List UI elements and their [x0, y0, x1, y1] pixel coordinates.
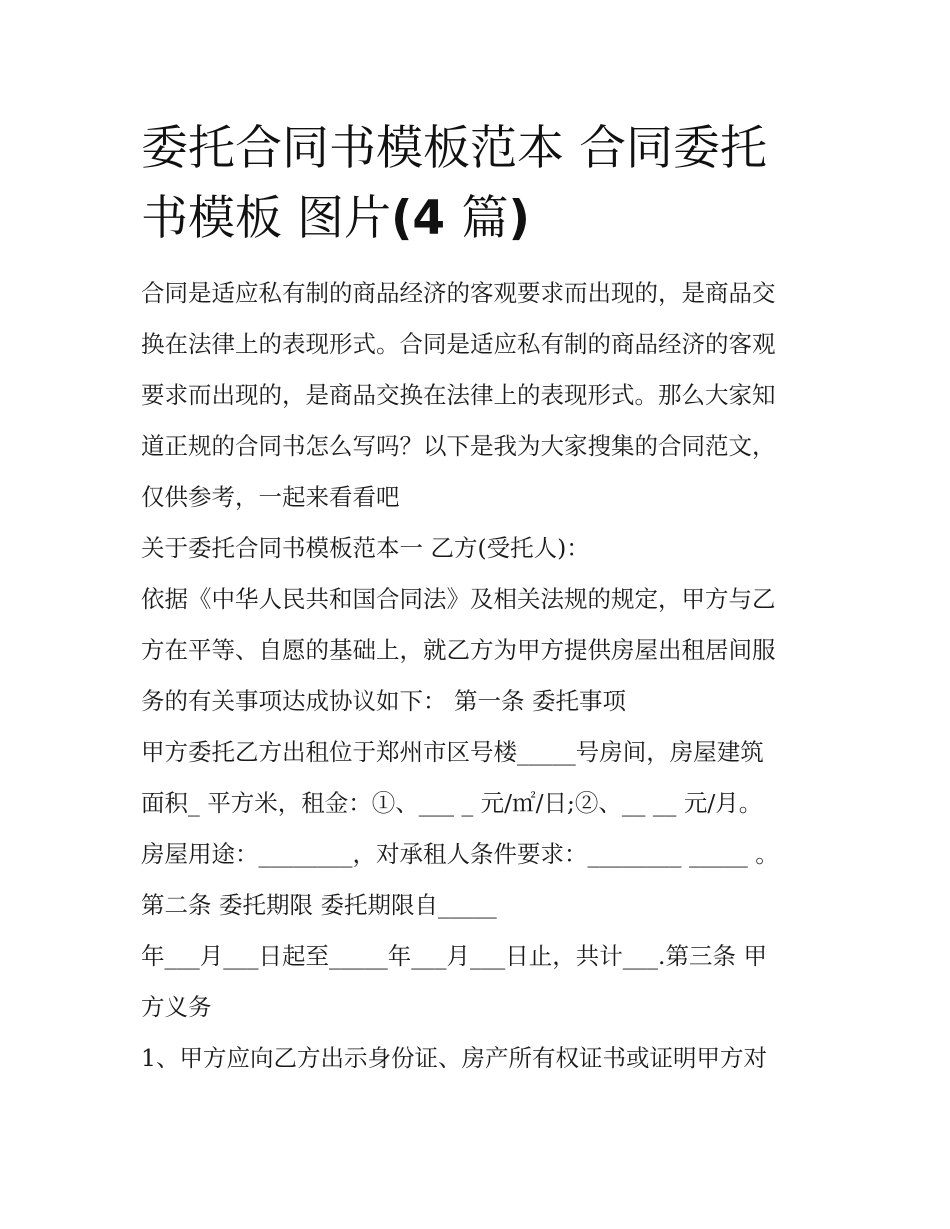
body-line: 仅供参考，一起来看看吧	[141, 483, 400, 511]
document-title	[141, 114, 821, 254]
body-line: 方义务	[141, 993, 212, 1021]
body-line: 要求而出现的，是商品交换在法律上的表现形式。那么大家知	[141, 381, 776, 409]
body-line: 依据《中华人民共和国合同法》及相关法规的规定，甲方与乙	[141, 585, 776, 613]
body-line: 面积_ 平方米，租金：①、___ _ 元/㎡/日;②、__ __ 元/月。	[141, 789, 763, 817]
document-body	[141, 268, 821, 1084]
body-line: 1、甲方应向乙方出示身份证、房产所有权证书或证明甲方对	[141, 1044, 767, 1072]
body-line: 换在法律上的表现形式。合同是适应私有制的商品经济的客观	[141, 330, 776, 358]
title-line-2-count-close: )	[508, 191, 530, 246]
body-line: 方在平等、自愿的基础上，就乙方为甲方提供房屋出租居间服	[141, 636, 776, 664]
body-line: 合同是适应私有制的商品经济的客观要求而出现的，是商品交	[141, 279, 776, 307]
body-line: 道正规的合同书怎么写吗？以下是我为大家搜集的合同范文，	[141, 432, 776, 460]
body-line: 甲方委托乙方出租位于郑州市区号楼_____号房间，房屋建筑	[141, 738, 764, 766]
section-heading: 关于委托合同书模板范本一 乙方(受托人)：	[141, 534, 590, 562]
document-content	[141, 114, 821, 1084]
title-line-2-count-unit: 篇	[461, 191, 509, 246]
body-line: 第二条 委托期限 委托期限自_____	[141, 891, 497, 919]
body-line: 房屋用途：________，对承租人条件要求：________ _____ 。	[141, 840, 779, 868]
title-line-2-count-open: (4	[390, 191, 462, 246]
title-line-1: 委托合同书模板范本 合同委托	[141, 121, 767, 176]
body-line: 年___月___日起至_____年___月___日止，共计___.第三条 甲	[141, 942, 767, 970]
title-line-2-text: 书模板 图片	[141, 191, 391, 246]
body-line: 务的有关事项达成协议如下： 第一条 委托事项	[141, 687, 626, 715]
